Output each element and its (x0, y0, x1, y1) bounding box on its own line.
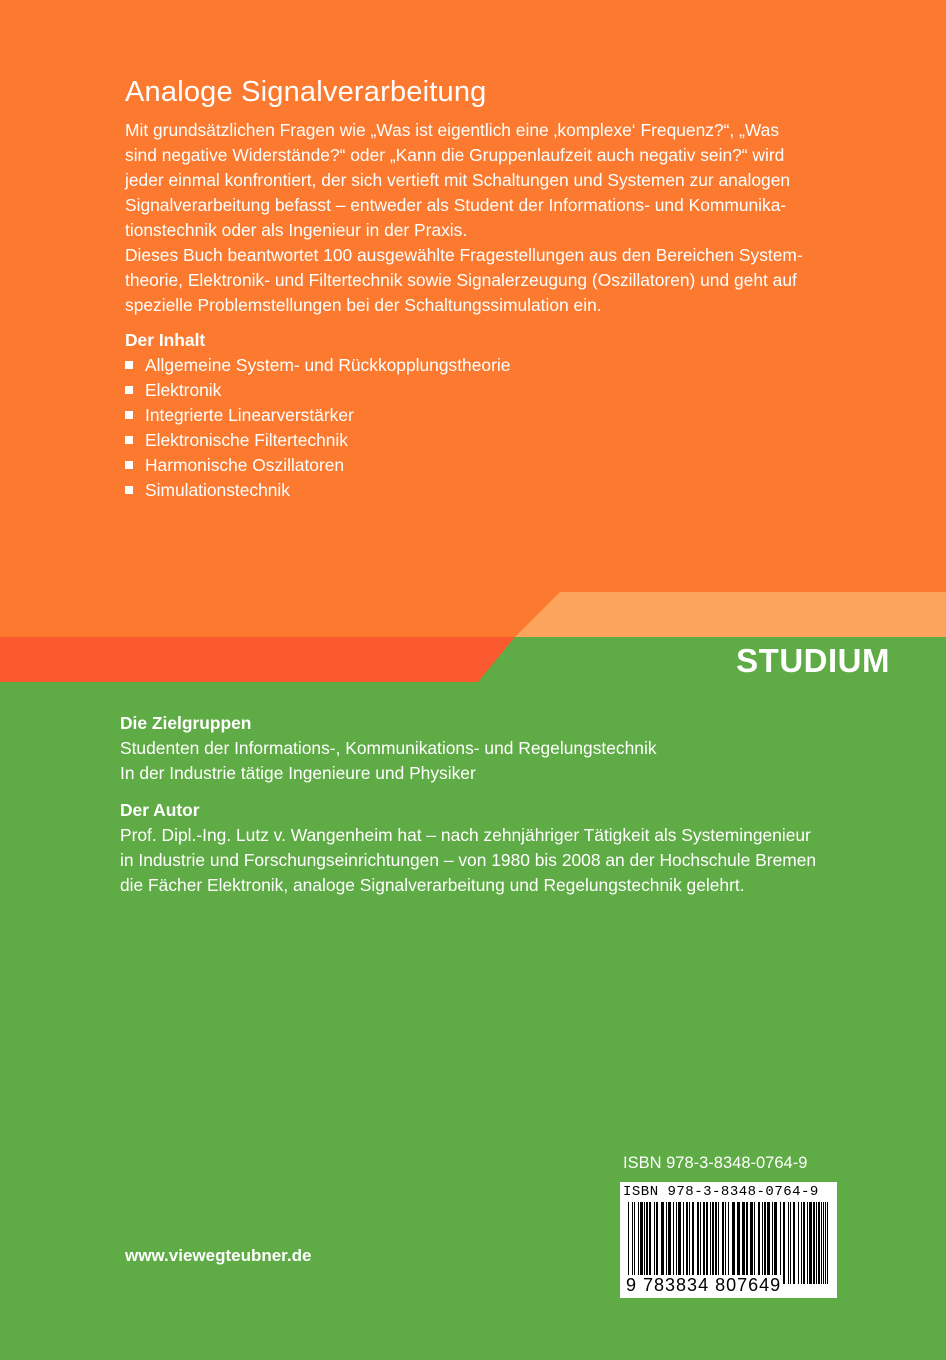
isbn-label: ISBN 978-3-8348-0764-9 (623, 1154, 808, 1172)
bullet-icon (125, 486, 133, 494)
barcode-bar (732, 1202, 735, 1284)
barcode-bar (813, 1202, 815, 1284)
barcode-bar (823, 1202, 824, 1284)
barcode-bar (793, 1202, 795, 1284)
barcode-bar (710, 1202, 711, 1284)
barcode-bar (809, 1202, 812, 1284)
barcode-bar (827, 1202, 828, 1284)
intro-line: jeder einmal konfrontiert, der sich vertieft mit Schaltungen und Systemen zur analogen (125, 170, 791, 190)
barcode-bar (686, 1202, 688, 1284)
lower-content (120, 711, 880, 898)
barcode-bar (683, 1202, 684, 1284)
barcode-bar (722, 1202, 724, 1284)
intro-line: spezielle Problemstellungen bei der Schaltungssimulation ein. (125, 295, 602, 315)
barcode-bar (678, 1202, 681, 1284)
barcode-bar (783, 1202, 785, 1284)
book-title: Analoge Signalverarbeitung (125, 76, 487, 108)
barcode-bar (728, 1202, 729, 1284)
barcode-bar (788, 1202, 789, 1284)
barcode-bar (632, 1202, 633, 1284)
barcode-bar (807, 1202, 808, 1284)
barcode-bar (825, 1202, 826, 1284)
barcode-bar (798, 1202, 799, 1284)
barcode-bar (790, 1202, 791, 1284)
intro-line: Mit grundsätzlichen Fragen wie „Was ist eigentlich eine ‚komplexe‘ Frequenz?“, „Was (125, 120, 780, 140)
barcode-bar (774, 1202, 777, 1284)
website-link[interactable]: www.viewegteubner.de (125, 1246, 312, 1265)
bullet-icon (125, 411, 133, 419)
barcode-bar (666, 1202, 667, 1284)
barcode-bar (821, 1202, 822, 1284)
barcode-bar (700, 1202, 701, 1284)
contents-heading: Der Inhalt (125, 330, 206, 350)
barcode-bar (750, 1202, 753, 1284)
barcode-number: 9 783834 807649 (626, 1275, 782, 1295)
barcode-bar (767, 1202, 770, 1284)
bullet-icon (125, 461, 133, 469)
intro-line: Dieses Buch beantwortet 100 ausgewählte Fragestellungen aus den Bereichen System- (125, 245, 803, 265)
intro-line: theorie, Elektronik- und Filtertechnik sowie Signalerzeugung (Oszillatoren) und geht auf (125, 270, 797, 290)
barcode-bar (742, 1202, 745, 1284)
barcode-bar (706, 1202, 708, 1284)
barcode-bar (656, 1202, 658, 1284)
author-line: die Fächer Elektronik, analoge Signalverarbeitung und Regelungstechnik gelehrt. (120, 875, 745, 895)
barcode-bar (772, 1202, 773, 1284)
intro-line: Signalverarbeitung befasst – entweder als Student der Informations- und Kommunika- (125, 195, 787, 215)
barcode-bar (689, 1202, 690, 1284)
list-item: Simulationstechnik (125, 478, 845, 503)
author-line: Prof. Dipl.-Ing. Lutz v. Wangenheim hat – nach zehnjähriger Tätigkeit als Systemingenieur (120, 825, 811, 845)
barcode-bar (644, 1202, 645, 1284)
intro-line: sind negative Widerstände?“ oder „Kann die Gruppenlaufzeit auch negativ sein?“ wird (125, 145, 785, 165)
barcode-bar (758, 1202, 760, 1284)
bullet-icon (125, 436, 133, 444)
barcode-bar (818, 1202, 820, 1284)
upper-content (125, 74, 845, 503)
barcode-bar (654, 1202, 655, 1284)
barcode-bar (634, 1202, 635, 1284)
barcode-bar (762, 1202, 763, 1284)
barcode-bar (754, 1202, 755, 1284)
barcode-bar (668, 1202, 671, 1284)
barcode-bar (703, 1202, 705, 1284)
barcode-bar (725, 1202, 726, 1284)
barcode-bar (780, 1202, 781, 1284)
series-label: STUDIUM (736, 642, 890, 679)
list-item: Elektronische Filtertechnik (125, 428, 845, 453)
audience-heading: Die Zielgruppen (120, 713, 252, 733)
barcode-bar (746, 1202, 748, 1284)
bullet-icon (125, 361, 133, 369)
barcode-bar (803, 1202, 805, 1284)
barcode-bar (801, 1202, 802, 1284)
barcode-bar (661, 1202, 664, 1284)
author-heading: Der Autor (120, 800, 200, 820)
audience-line: In der Industrie tätige Ingenieure und Physiker (120, 763, 476, 783)
barcode-bar (697, 1202, 699, 1284)
barcode-bar (638, 1202, 639, 1284)
barcode-isbn: ISBN 978-3-8348-0764-9 (623, 1184, 819, 1200)
barcode-bar (712, 1202, 714, 1284)
barcode-bars (628, 1202, 831, 1284)
barcode-bar (764, 1202, 766, 1284)
barcode-bar (737, 1202, 740, 1284)
barcode-bar (816, 1202, 817, 1284)
barcode-bar (649, 1202, 651, 1284)
list-item: Integrierte Linearverstärker (125, 403, 845, 428)
barcode-bar (646, 1202, 648, 1284)
contents-list (125, 353, 845, 503)
author-line: in Industrie und Forschungseinrichtungen – von 1980 bis 2008 an der Hochschule Bremen (120, 850, 817, 870)
list-item: Harmonische Oszillatoren (125, 453, 845, 478)
intro-line: tionstechnik oder als Ingenieur in der Praxis. (125, 220, 468, 240)
list-item: Elektronik (125, 378, 845, 403)
audience-line: Studenten der Informations-, Kommunikations- und Regelungstechnik (120, 738, 657, 758)
list-item: Allgemeine System- und Rückkopplungstheorie (125, 353, 845, 378)
bullet-icon (125, 386, 133, 394)
barcode-bar (715, 1202, 717, 1284)
barcode-bar (673, 1202, 674, 1284)
barcode-bar (718, 1202, 719, 1284)
barcode-bar (628, 1202, 629, 1284)
barcode-bar (676, 1202, 677, 1284)
barcode-bar (640, 1202, 643, 1284)
barcode-bar (692, 1202, 694, 1284)
barcode (620, 1182, 837, 1298)
